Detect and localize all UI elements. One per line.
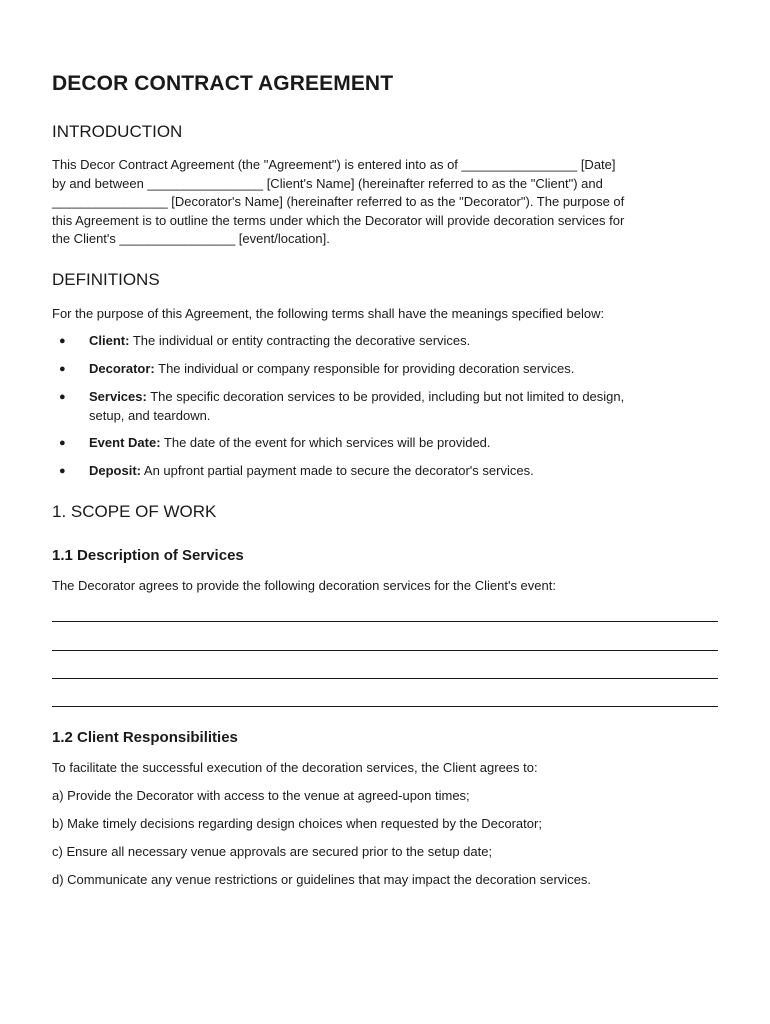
definition-text [89, 462, 719, 481]
services-fill-in-line[interactable] [52, 650, 718, 651]
bullet-icon: ● [59, 465, 66, 477]
definition-term: Services: [89, 389, 147, 404]
introduction-heading: INTRODUCTION [52, 122, 183, 141]
bullet-icon: ● [59, 391, 66, 403]
introduction-line: This Decor Contract Agreement (the "Agreement") is entered into as of ________________ [Date] [52, 157, 616, 172]
scope-heading: 1. SCOPE OF WORK [52, 502, 217, 521]
client-responsibility-item: a) Provide the Decorator with access to the venue at agreed-upon times; [52, 788, 470, 803]
definition-description: The individual or entity contracting the decorative services. [129, 333, 471, 348]
introduction-paragraph [52, 156, 624, 249]
definition-text [89, 360, 719, 379]
bullet-icon: ● [59, 363, 66, 375]
definition-description: The date of the event for which services will be provided. [160, 435, 491, 450]
bullet-icon: ● [59, 437, 66, 449]
definition-description: The specific decoration services to be provided, including but not limited to design, [146, 389, 625, 404]
services-fill-in-line[interactable] [52, 706, 718, 707]
client-responsibility-item: d) Communicate any venue restrictions or guidelines that may impact the decoration services. [52, 872, 592, 887]
definition-term: Decorator: [89, 361, 155, 376]
description-of-services-heading: 1.1 Description of Services [52, 547, 244, 564]
description-of-services-text: The Decorator agrees to provide the following decoration services for the Client's event: [52, 578, 556, 593]
client-responsibility-item: c) Ensure all necessary venue approvals are secured prior to the setup date; [52, 844, 493, 859]
introduction-line: this Agreement is to outline the terms under which the Decorator will provide decoration services for [52, 212, 625, 228]
definitions-heading: DEFINITIONS [52, 270, 160, 289]
definition-term: Client: [89, 333, 130, 348]
definition-description: The individual or company responsible for providing decoration services. [154, 361, 575, 376]
definition-term: Event Date: [89, 435, 161, 450]
client-responsibilities-heading: 1.2 Client Responsibilities [52, 729, 238, 746]
introduction-line: by and between ________________ [Client's Name] (hereinafter referred to as the "Client") and [52, 175, 603, 191]
definition-description: An upfront partial payment made to secure the decorator's services. [141, 463, 534, 478]
document-title: DECOR CONTRACT AGREEMENT [52, 72, 394, 95]
introduction-line: the Client's ________________ [event/location]. [52, 231, 330, 246]
services-fill-in-line[interactable] [52, 678, 718, 679]
services-fill-in-line[interactable] [52, 621, 718, 622]
definition-text [89, 434, 719, 453]
definition-term: Deposit: [89, 463, 141, 478]
client-responsibility-item: b) Make timely decisions regarding design choices when requested by the Decorator; [52, 816, 542, 831]
definitions-intro: For the purpose of this Agreement, the following terms shall have the meanings specified below: [52, 306, 605, 321]
definition-text [89, 388, 719, 425]
bullet-icon: ● [59, 335, 66, 347]
definition-text [89, 332, 719, 351]
client-responsibilities-intro: To facilitate the successful execution of the decoration services, the Client agrees to: [52, 760, 538, 775]
definition-description-continued: setup, and teardown. [89, 407, 211, 423]
introduction-line: ________________ [Decorator's Name] (hereinafter referred to as the "Decorator"). The purpose of [52, 194, 625, 209]
